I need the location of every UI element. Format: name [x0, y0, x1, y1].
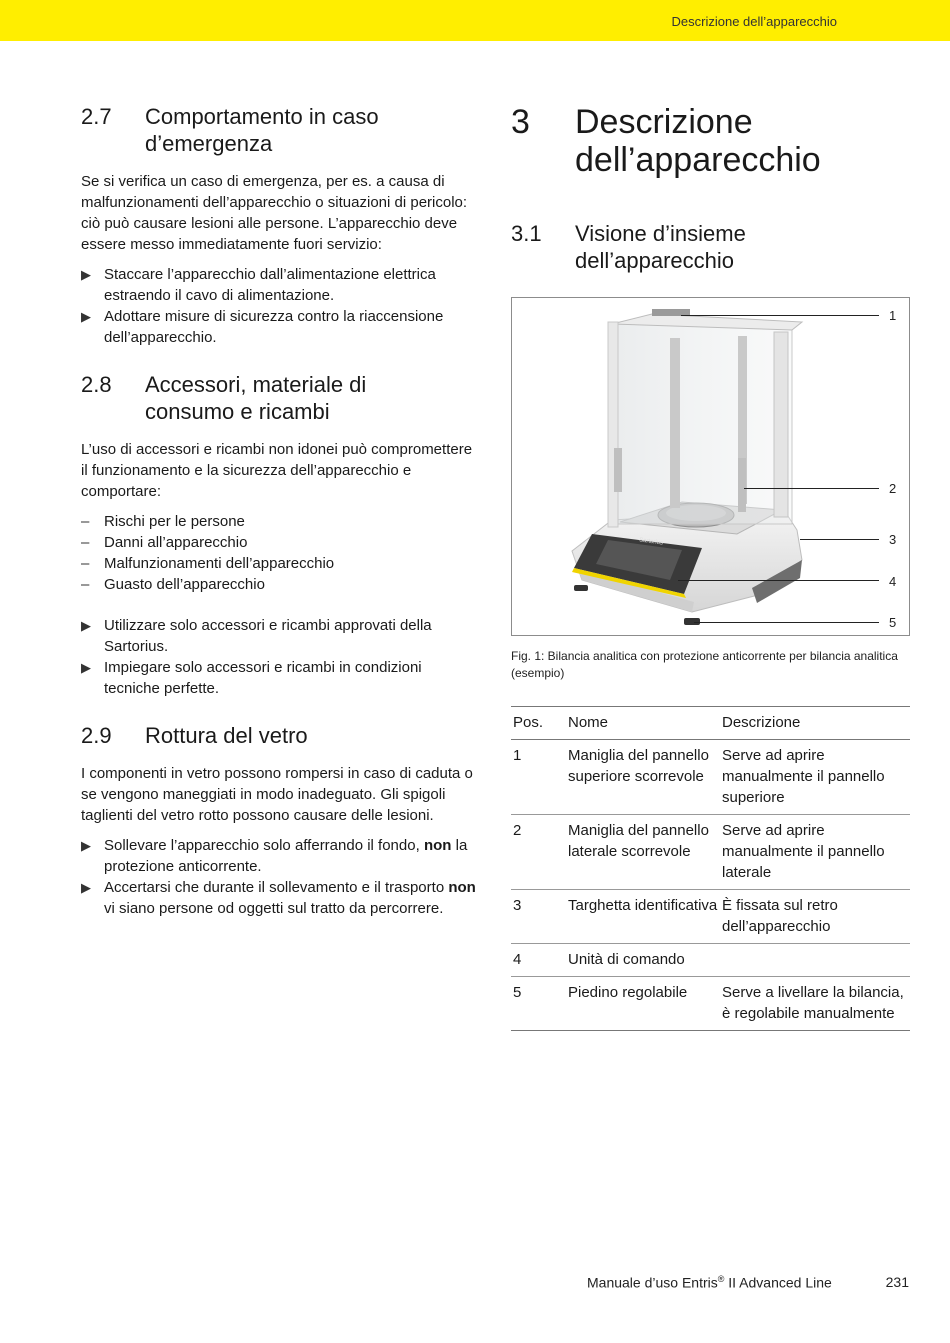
table-cell: Unità di comando [568, 951, 685, 968]
title-line: d’emergenza [145, 131, 273, 156]
section-number: 2.8 [81, 372, 112, 397]
table-cell [720, 944, 910, 977]
section-number: 2.7 [81, 104, 112, 129]
section-number: 2.9 [81, 723, 112, 748]
list-item: ▶ Impiegare solo accessori e ricambi in condizioni tecniche perfette. [81, 659, 422, 697]
footer-manual-title [587, 1274, 832, 1291]
action-list [81, 615, 481, 699]
list-item: – Guasto dell’apparecchio [81, 576, 265, 593]
dash-bullet: – [81, 555, 90, 572]
list-item: – Danni all’apparecchio [81, 534, 248, 551]
dash-bullet: – [81, 576, 90, 593]
callout-line [694, 622, 879, 623]
title-line: dell’apparecchio [575, 141, 821, 179]
chapter-3-heading [511, 103, 910, 179]
paragraph: L’uso di accessori e ricambi non idonei può compromettere il funzionamento e la sicurezza dell’apparecchio e comportare: [81, 441, 473, 500]
arrow-bullet-icon: ▶ [81, 267, 91, 282]
list-item: ▶ Utilizzare solo accessori e ricambi approvati della Sartorius. [81, 617, 432, 655]
arrow-bullet-icon: ▶ [81, 660, 91, 675]
callout-number: 1 [889, 308, 897, 323]
table-row [511, 944, 910, 977]
table-cell: Maniglia del pannello superiore scorrevole [568, 747, 709, 785]
table-cell: 3 [513, 897, 522, 914]
title-line: Visione d’insieme [575, 221, 746, 246]
section-title: Rottura del vetro [145, 723, 308, 748]
section-3-1-heading [511, 220, 910, 274]
section-title [575, 220, 746, 274]
callout-number: 5 [889, 615, 897, 630]
arrow-bullet-icon: ▶ [81, 618, 91, 633]
arrow-bullet-icon: ▶ [81, 309, 91, 324]
chapter-number: 3 [511, 103, 530, 141]
action-list [81, 835, 481, 919]
column-header: Descrizione [722, 714, 801, 731]
list-item: – Malfunzionamenti dell’apparecchio [81, 555, 335, 572]
section-2-9-heading [81, 722, 481, 749]
table-cell: 4 [513, 951, 522, 968]
risk-list [81, 511, 481, 595]
table-row [511, 740, 910, 815]
title-line: Descrizione [575, 103, 753, 141]
parts-table [511, 706, 910, 1031]
right-column [511, 103, 910, 1031]
table-cell: Serve ad aprire manualmente il pannello superiore [722, 747, 885, 806]
list-item: ▶ Staccare l’apparecchio dall’alimentazione elettrica estraendo il cavo di alimentazione. [81, 266, 436, 304]
paragraph: I componenti in vetro possono rompersi in caso di caduta o se vengono maneggiati in modo inadeguato. Gli spigoli taglienti del vetro rotto possono causare delle lesioni. [81, 765, 473, 824]
callout-line [744, 488, 879, 489]
table-cell: Piedino regolabile [568, 984, 688, 1001]
callout-line [800, 539, 879, 540]
dash-bullet: – [81, 513, 90, 530]
callout-number: 2 [889, 481, 897, 496]
table-cell: Targhetta identificativa [568, 897, 718, 914]
balance-illustration [512, 298, 909, 635]
section-title [145, 371, 366, 425]
running-header: Descrizione dell’apparecchio [671, 14, 837, 29]
table-cell: 1 [513, 747, 522, 764]
title-line: consumo e ricambi [145, 399, 330, 424]
list-item: ▶ Accertarsi che durante il sollevamento e il trasporto non vi siano persone od oggetti sul tratto da percorrere. [81, 879, 476, 917]
callout-line [681, 315, 879, 316]
registered-mark: ® [717, 1274, 725, 1284]
table-row [511, 890, 910, 944]
callout-number: 4 [889, 574, 897, 589]
table-row [511, 815, 910, 890]
table-cell: Serve a livellare la bilancia, è regolabile manualmente [722, 984, 904, 1022]
paragraph: Se si verifica un caso di emergenza, per es. a causa di malfunzionamenti dell’apparecchio o situazioni di pericolo: ciò può causare lesioni alle persone. L’apparecchio deve essere messo immediatamente fuori servizio: [81, 173, 468, 253]
page-number: 231 [885, 1274, 909, 1290]
list-item: ▶ Adottare misure di sicurezza contro la riaccensione dell’apparecchio. [81, 308, 444, 346]
table-cell: Serve ad aprire manualmente il pannello laterale [722, 822, 885, 881]
section-title [145, 103, 379, 157]
table-row [511, 977, 910, 1031]
brand-logo: Sartorius [638, 537, 664, 547]
figure-caption: Fig. 1: Bilancia analitica con protezione anticorrente per bilancia analitica (esempio) [511, 649, 898, 680]
section-number: 3.1 [511, 221, 542, 246]
table-cell: È fissata sul retro dell’apparecchio [722, 897, 838, 935]
section-2-8-heading [81, 371, 481, 425]
chapter-title [575, 103, 821, 179]
figure-box [511, 297, 910, 636]
title-line: Accessori, materiale di [145, 372, 367, 397]
arrow-bullet-icon: ▶ [81, 838, 91, 853]
manual-name-suffix: II Advanced Line [724, 1274, 832, 1291]
title-line: dell’apparecchio [575, 248, 734, 273]
callout-line [678, 580, 879, 581]
callout-number: 3 [889, 532, 897, 547]
section-2-7-heading [81, 103, 481, 157]
action-list [81, 264, 481, 348]
dash-bullet: – [81, 534, 90, 551]
table-cell: Maniglia del pannello laterale scorrevole [568, 822, 709, 860]
emphasis: non [423, 837, 452, 854]
column-header: Nome [568, 714, 609, 731]
left-column [81, 103, 481, 919]
table-cell: 2 [513, 822, 522, 839]
column-header: Pos. [513, 714, 544, 731]
emphasis: non [448, 879, 476, 896]
table-cell: 5 [513, 984, 522, 1001]
title-line: Comportamento in caso [145, 104, 379, 129]
manual-name: Manuale d’uso Entris [587, 1274, 718, 1291]
list-item: – Rischi per le persone [81, 513, 245, 530]
arrow-bullet-icon: ▶ [81, 880, 91, 895]
table-header-row [511, 707, 910, 740]
list-item: ▶ Sollevare l’apparecchio solo afferrando il fondo, non la protezione anticorrente. [81, 837, 468, 875]
